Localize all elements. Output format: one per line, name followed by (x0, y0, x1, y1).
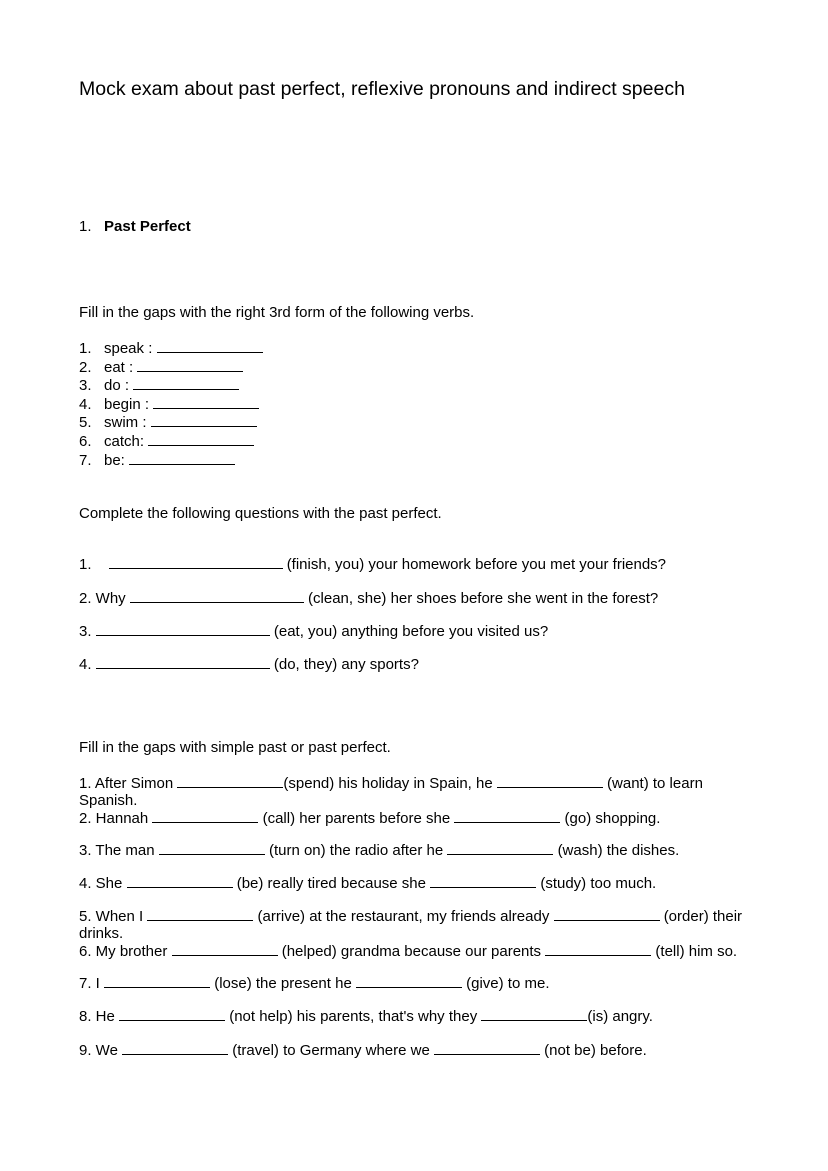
answer-blank[interactable] (130, 589, 304, 603)
answer-blank[interactable] (545, 942, 651, 956)
answer-blank[interactable] (96, 622, 270, 636)
answer-blank[interactable] (454, 809, 560, 823)
exercise-row: 1. After Simon (spend) his holiday in Spain, he (want) to learn Spanish. 2. Hannah (call) her parents before she (go) shopping. (79, 775, 703, 828)
answer-blank[interactable] (96, 655, 270, 669)
page-title: Mock exam about past perfect, reflexive pronouns and indirect speech (79, 78, 685, 100)
list-item: 5. swim : (79, 413, 263, 432)
exercise-row: 4. She (be) really tired because she (study) too much. (79, 875, 657, 892)
section-number: 1. (79, 218, 92, 235)
exercise-row: 7. I (lose) the present he (give) to me. (79, 975, 550, 992)
exercise-row: 8. He (not help) his parents, that's why they (is) angry. (79, 1008, 653, 1025)
answer-blank[interactable] (137, 358, 243, 372)
list-item: 2. eat : (79, 358, 263, 377)
answer-blank[interactable] (434, 1041, 540, 1055)
list-item: 3. do : (79, 376, 263, 395)
section-heading (79, 218, 191, 235)
answer-blank[interactable] (481, 1007, 587, 1021)
answer-blank[interactable] (177, 774, 283, 788)
answer-blank[interactable] (151, 413, 257, 427)
verb-list (79, 339, 263, 469)
exercise-row: 3. The man (turn on) the radio after he (wash) the dishes. (79, 842, 680, 859)
instruction-tenses: Fill in the gaps with simple past or past perfect. (79, 739, 391, 756)
list-item: 1. speak : (79, 339, 263, 358)
list-item: 7. be: (79, 451, 263, 470)
exercise-row: 9. We (travel) to Germany where we (not be) before. (79, 1042, 647, 1059)
answer-blank[interactable] (148, 432, 254, 446)
list-item: 4. begin : (79, 395, 263, 414)
answer-blank[interactable] (122, 1041, 228, 1055)
answer-blank[interactable] (447, 841, 553, 855)
answer-blank[interactable] (497, 774, 603, 788)
answer-blank[interactable] (104, 974, 210, 988)
answer-blank[interactable] (133, 376, 239, 390)
question-row: 2. Why (clean, she) her shoes before she went in the forest? (79, 590, 659, 607)
answer-blank[interactable] (430, 874, 536, 888)
question-row: 1. (finish, you) your homework before you met your friends? (79, 556, 667, 573)
list-item: 6. catch: (79, 432, 263, 451)
answer-blank[interactable] (356, 974, 462, 988)
section-name: Past Perfect (104, 218, 191, 235)
answer-blank[interactable] (127, 874, 233, 888)
answer-blank[interactable] (157, 339, 263, 353)
answer-blank[interactable] (172, 942, 278, 956)
answer-blank[interactable] (109, 555, 283, 569)
instruction-questions: Complete the following questions with the past perfect. (79, 505, 442, 522)
answer-blank[interactable] (153, 395, 259, 409)
question-row: 3. (eat, you) anything before you visited us? (79, 623, 549, 640)
answer-blank[interactable] (159, 841, 265, 855)
instruction-verbs: Fill in the gaps with the right 3rd form of the following verbs. (79, 304, 475, 321)
answer-blank[interactable] (119, 1007, 225, 1021)
answer-blank[interactable] (147, 907, 253, 921)
exercise-row: 5. When I (arrive) at the restaurant, my friends already (order) their drinks. 6. My brother (helped) grandma because our parents (tell) him so. (79, 908, 743, 961)
answer-blank[interactable] (152, 809, 258, 823)
answer-blank[interactable] (554, 907, 660, 921)
question-row: 4. (do, they) any sports? (79, 656, 419, 673)
answer-blank[interactable] (129, 451, 235, 465)
